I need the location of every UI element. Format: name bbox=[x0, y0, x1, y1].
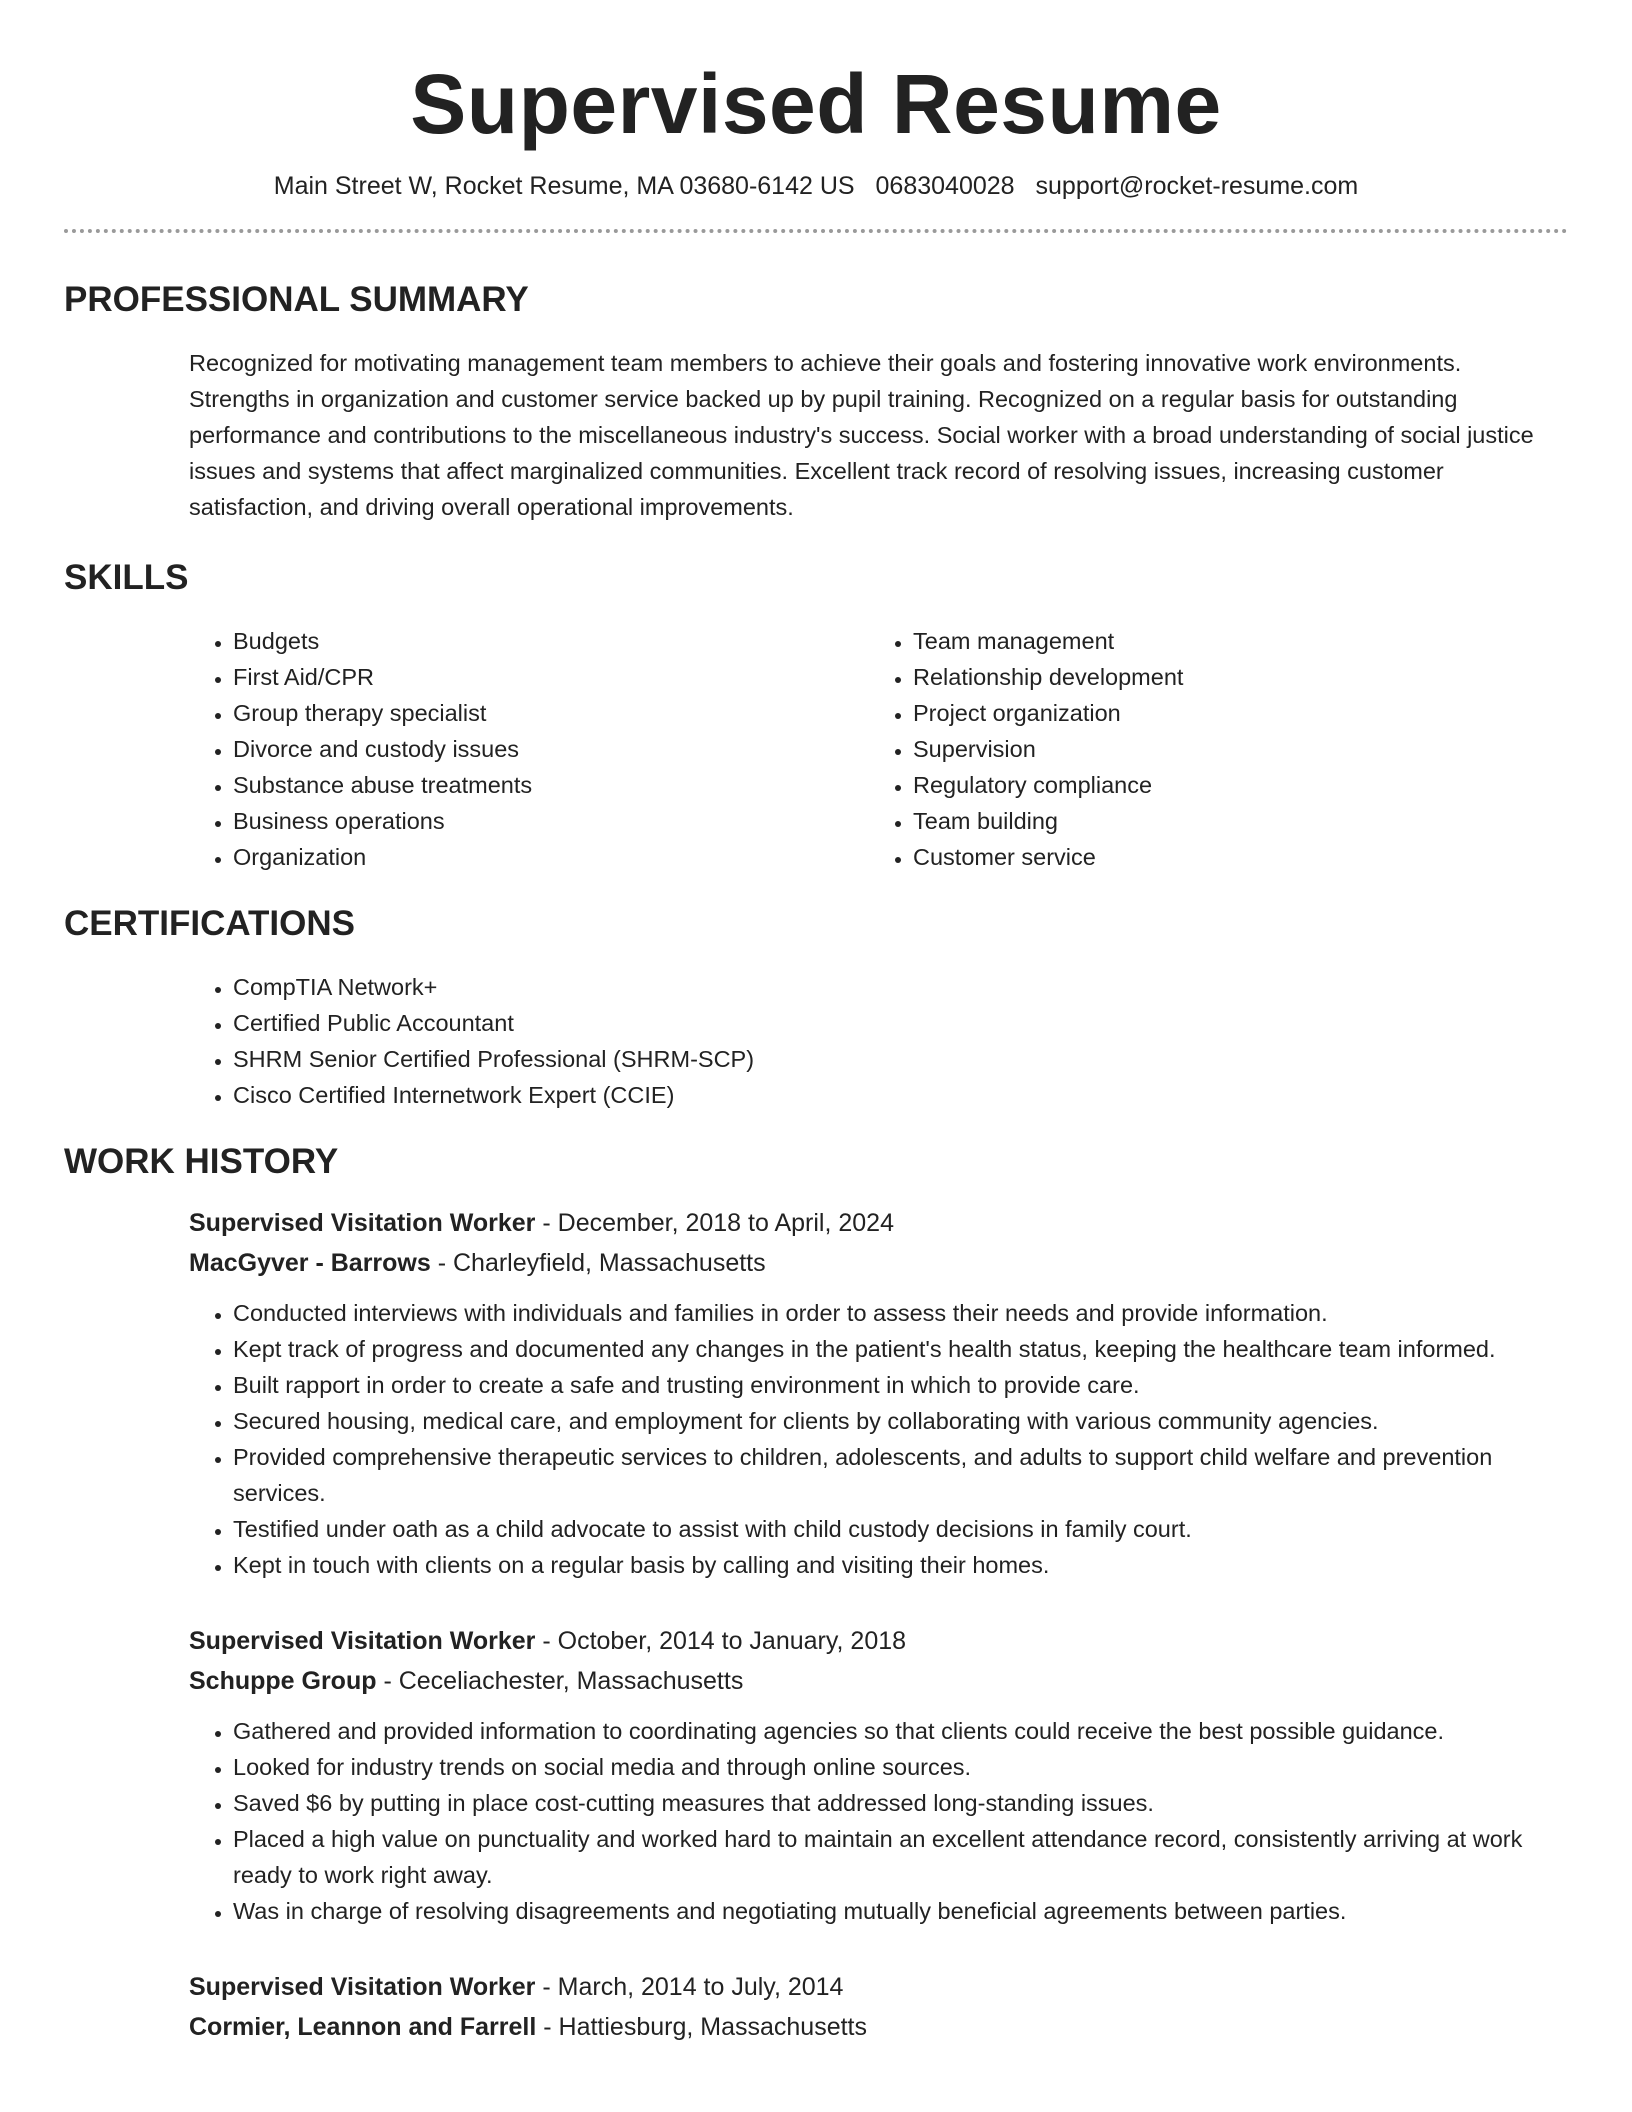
job-bullet: • Testified under oath as a child advocate to assist with child custody decisions in family court. bbox=[233, 1511, 1568, 1547]
job-bullet: • Was in charge of resolving disagreements and negotiating mutually beneficial agreements between parties. bbox=[233, 1893, 1568, 1929]
work-history-title: WORK HISTORY bbox=[64, 1142, 339, 1182]
skill-item: • Team building bbox=[913, 803, 1549, 839]
certification-item: • CompTIA Network+ bbox=[233, 969, 1568, 1005]
job-bullet: • Conducted interviews with individuals and families in order to assess their needs and provide information. bbox=[233, 1295, 1568, 1331]
job-bullet: • Looked for industry trends on social media and through online sources. bbox=[233, 1749, 1568, 1785]
skill-item: • Substance abuse treatments bbox=[233, 767, 869, 803]
job-bullets bbox=[189, 1295, 1568, 1583]
job-dates: - March, 2014 to July, 2014 bbox=[535, 1973, 844, 2002]
skill-item: • First Aid/CPR bbox=[233, 659, 869, 695]
summary-title: PROFESSIONAL SUMMARY bbox=[64, 280, 529, 320]
job-role: Supervised Visitation Worker bbox=[189, 1627, 536, 1656]
skill-item: • Divorce and custody issues bbox=[233, 731, 869, 767]
job-company-line bbox=[189, 1243, 1568, 1283]
job-entry bbox=[189, 1967, 1568, 2047]
job-role-line bbox=[189, 1203, 1568, 1243]
skill-item: • Regulatory compliance bbox=[913, 767, 1549, 803]
job-role: Supervised Visitation Worker bbox=[189, 1973, 536, 2002]
skill-item: • Budgets bbox=[233, 623, 869, 659]
job-bullet: • Kept track of progress and documented any changes in the patient's health status, keeping the healthcare team informed. bbox=[233, 1331, 1568, 1367]
job-bullets bbox=[189, 1713, 1568, 1929]
job-company: MacGyver - Barrows bbox=[189, 1249, 431, 1278]
job-role-line bbox=[189, 1967, 1568, 2007]
resume-page bbox=[64, 0, 1568, 2047]
certifications-list-wrap bbox=[189, 969, 1568, 1113]
skill-item: • Organization bbox=[233, 839, 869, 875]
job-company: Cormier, Leannon and Farrell bbox=[189, 2013, 537, 2042]
skills-grid bbox=[189, 623, 1568, 875]
skill-item: • Customer service bbox=[913, 839, 1549, 875]
resume-name: Supervised Resume bbox=[410, 57, 1222, 151]
job-company: Schuppe Group bbox=[189, 1667, 377, 1696]
certification-item: • SHRM Senior Certified Professional (SHRM-SCP) bbox=[233, 1041, 1568, 1077]
skill-item: • Supervision bbox=[913, 731, 1549, 767]
header-divider bbox=[64, 229, 1568, 233]
job-company-line bbox=[189, 1661, 1568, 1701]
certifications-list bbox=[189, 969, 1568, 1113]
job-location: - Ceceliachester, Massachusetts bbox=[376, 1667, 744, 1696]
job-bullet: • Saved $6 by putting in place cost-cutting measures that addressed long-standing issues. bbox=[233, 1785, 1568, 1821]
contact-line bbox=[64, 172, 1568, 201]
job-bullet: • Placed a high value on punctuality and worked hard to maintain an excellent attendance record, consistently arriving at work ready to work right away. bbox=[233, 1821, 1568, 1893]
skills-title: SKILLS bbox=[64, 558, 189, 598]
summary-text: Recognized for motivating management team members to achieve their goals and fostering innovative work environments. Strengths in organization and customer service backed up by pupil training. Recognized on a regular basis for outstanding performance and contributions to the miscellaneous industry's success. Social worker with a broad understanding of social justice issues and systems that affect marginalized communities. Excellent track record of resolving issues, increasing customer satisfaction, and driving overall operational improvements. bbox=[189, 350, 1534, 521]
job-bullet: • Secured housing, medical care, and employment for clients by collaborating with various community agencies. bbox=[233, 1403, 1568, 1439]
skill-item: • Team management bbox=[913, 623, 1549, 659]
contact-email: support@rocket-resume.com bbox=[1035, 172, 1359, 201]
skills-list-left bbox=[189, 623, 869, 875]
job-location: - Hattiesburg, Massachusetts bbox=[536, 2013, 868, 2042]
job-company-line bbox=[189, 2007, 1568, 2047]
certification-item: • Cisco Certified Internetwork Expert (CCIE) bbox=[233, 1077, 1568, 1113]
job-dates: - October, 2014 to January, 2018 bbox=[535, 1627, 907, 1656]
job-dates: - December, 2018 to April, 2024 bbox=[535, 1209, 894, 1238]
job-location: - Charleyfield, Massachusetts bbox=[430, 1249, 766, 1278]
job-bullet: • Provided comprehensive therapeutic services to children, adolescents, and adults to support child welfare and prevention services. bbox=[233, 1439, 1568, 1511]
job-bullet: • Built rapport in order to create a safe and trusting environment in which to provide care. bbox=[233, 1367, 1568, 1403]
certification-item: • Certified Public Accountant bbox=[233, 1005, 1568, 1041]
job-entry bbox=[189, 1621, 1568, 1929]
contact-phone: 0683040028 bbox=[875, 172, 1015, 201]
job-bullet: • Kept in touch with clients on a regular basis by calling and visiting their homes. bbox=[233, 1547, 1568, 1583]
job-entry bbox=[189, 1203, 1568, 1583]
job-role: Supervised Visitation Worker bbox=[189, 1209, 536, 1238]
skills-list-right bbox=[869, 623, 1549, 875]
job-role-line bbox=[189, 1621, 1568, 1661]
contact-address: Main Street W, Rocket Resume, MA 03680-6142 US bbox=[273, 172, 855, 201]
skill-item: • Group therapy specialist bbox=[233, 695, 869, 731]
skill-item: • Business operations bbox=[233, 803, 869, 839]
skill-item: • Project organization bbox=[913, 695, 1549, 731]
job-bullet: • Gathered and provided information to coordinating agencies so that clients could receive the best possible guidance. bbox=[233, 1713, 1568, 1749]
certifications-title: CERTIFICATIONS bbox=[64, 904, 356, 944]
skill-item: • Relationship development bbox=[913, 659, 1549, 695]
